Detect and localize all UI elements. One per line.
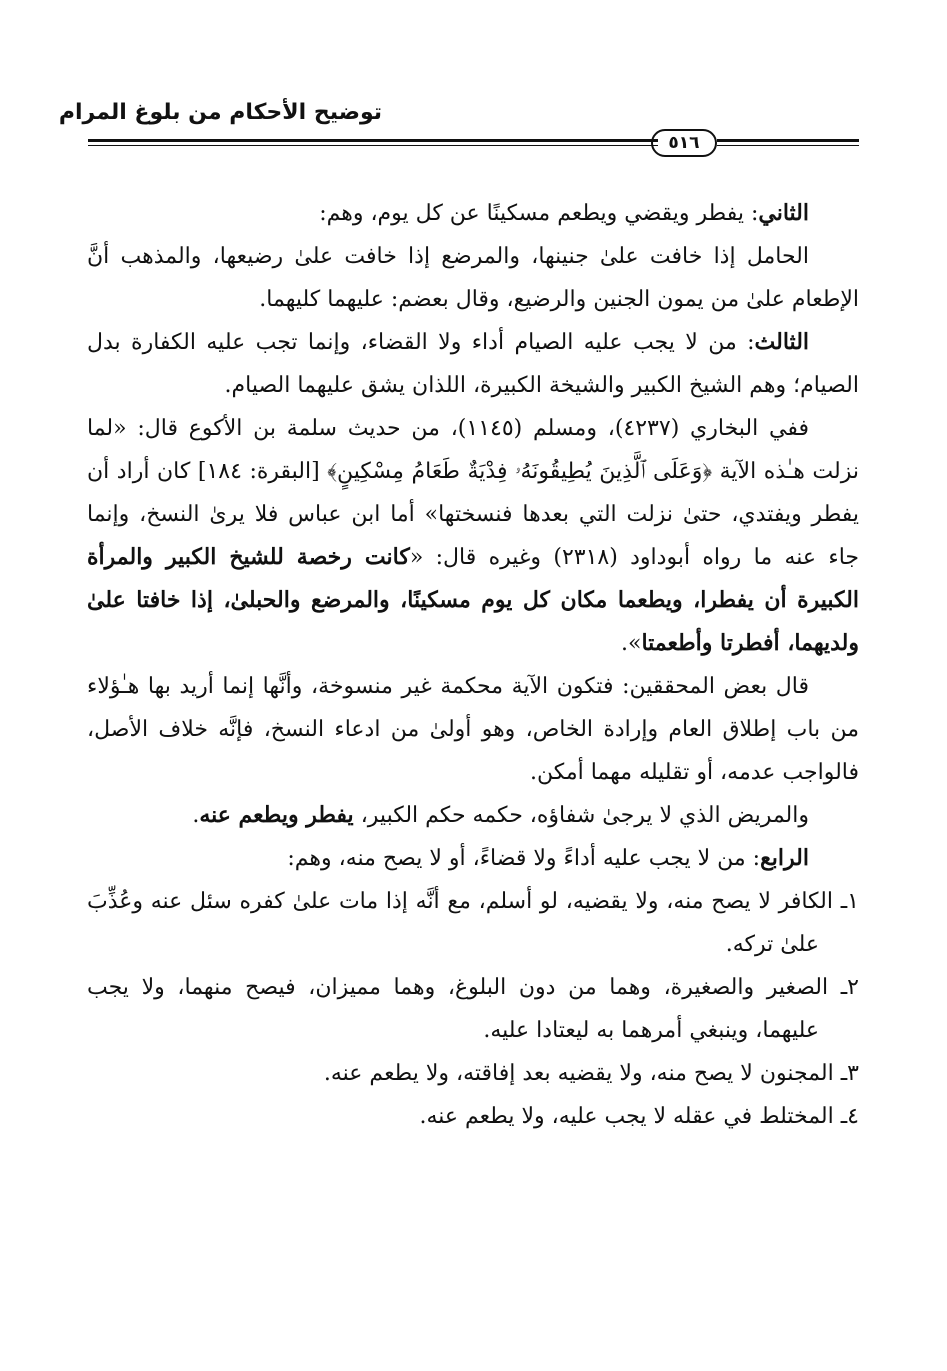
header-rule-right (717, 137, 859, 149)
paragraph-text: : من لا يجب عليه أداءً ولا قضاءً، أو لا يصح منه، وهم: (287, 846, 761, 871)
running-title: توضيح الأحكام من بلوغ المرام (58, 100, 382, 125)
paragraph-text: : يفطر ويقضي ويطعم مسكينًا عن كل يوم، وهم: (319, 201, 759, 226)
list-item: ٢ـ الصغير والصغيرة، وهما من دون البلوغ، وهما مميزان، فيصح منهما، ولا يجب عليهما، وينبغي أمرهما به ليعتادا عليه. (87, 975, 859, 1043)
hadith-quote: كانت رخصة للشيخ الكبير والمرأة الكبيرة أن يفطرا، ويطعما مكان كل يوم مسكينًا، والمرضع والحبلىٰ، إذا خافتا علىٰ ولديهما، أفطرتا وأطعمتا (87, 544, 859, 656)
header-rule-thin (88, 145, 658, 146)
category-label: الثاني (758, 200, 809, 226)
paragraph-text: ». (621, 631, 642, 656)
paragraph-hadith-evidence (87, 407, 859, 665)
ruling-highlight: يفطر ويطعم عنه (199, 802, 354, 828)
category-label: الثالث (754, 329, 810, 355)
header-rule-thin (717, 145, 859, 146)
header-rule-thick (717, 139, 859, 142)
paragraph-chronically-ill (87, 794, 859, 837)
list-item: ٣ـ المجنون لا يصح منه، ولا يقضيه بعد إفاقته، ولا يطعم عنه. (323, 1061, 859, 1086)
paragraph-fourth-category (87, 837, 859, 880)
header-rule-left (88, 137, 658, 149)
paragraph-text: ففي البخاري (٤٢٣٧)، ومسلم (١١٤٥)، من حديث سلمة بن الأكوع قال: «لما نزلت هـٰذه الآية (87, 416, 859, 484)
list-item: ١ـ الكافر لا يصح منه، ولا يقضيه، لو أسلم، مع أنَّه إذا مات علىٰ كفره سئل عنه وعُذِّبَ علىٰ تركه. (87, 889, 859, 957)
paragraph-researchers-opinion: قال بعض المحققين: فتكون الآية محكمة غير منسوخة، وأنَّها إنما أريد بها هـٰؤلاء من باب إطلاق العام وإرادة الخاص، وهو أولىٰ من ادعاء النسخ، فإنَّه خلاف الأصل، فالواجب عدمه، أو تقليله مهما أمكن. (87, 674, 859, 785)
page-number: ٥١٦ (651, 129, 717, 157)
quran-verse: ﴿وَعَلَى ٱلَّذِينَ يُطِيقُونَهُۥ فِدْيَةٌ طَعَامُ مِسْكِينٍ﴾ (327, 459, 713, 484)
header-rule-thick (88, 139, 658, 142)
paragraph-third-category (87, 321, 859, 407)
paragraph-text: [البقرة: ١٨٤] كان أراد أن يفطر ويفتدي، حتىٰ نزلت التي بعدها فنسختها» أما ابن عباس فلا يرىٰ النسخ، وإنما جاء عنه ما رواه أبوداود (٢٣١٨) وغيره قال: « (87, 459, 860, 570)
list-item: ٤ـ المختلط في عقله لا يجب عليه، ولا يطعم عنه. (419, 1104, 859, 1129)
paragraph-text: : من لا يجب عليه الصيام أداء ولا القضاء، وإنما تجب عليه الكفارة بدل الصيام؛ وهم الشيخ الكبير والشيخة الكبيرة، اللذان يشق عليهما الصيام. (87, 330, 859, 398)
category-label: الرابع (760, 845, 809, 871)
paragraph-pregnant-nursing: الحامل إذا خافت علىٰ جنينها، والمرضع إذا خافت علىٰ رضيعها، والمذهب أنَّ الإطعام علىٰ من يمون الجنين والرضيع، وقال بعضم: عليهما كليهما. (87, 244, 859, 312)
paragraph-text: . (192, 803, 200, 828)
body-text (87, 192, 859, 1138)
paragraph-second-category (87, 192, 859, 235)
paragraph-text: والمريض الذي لا يرجىٰ شفاؤه، حكمه حكم الكبير، (360, 803, 809, 828)
